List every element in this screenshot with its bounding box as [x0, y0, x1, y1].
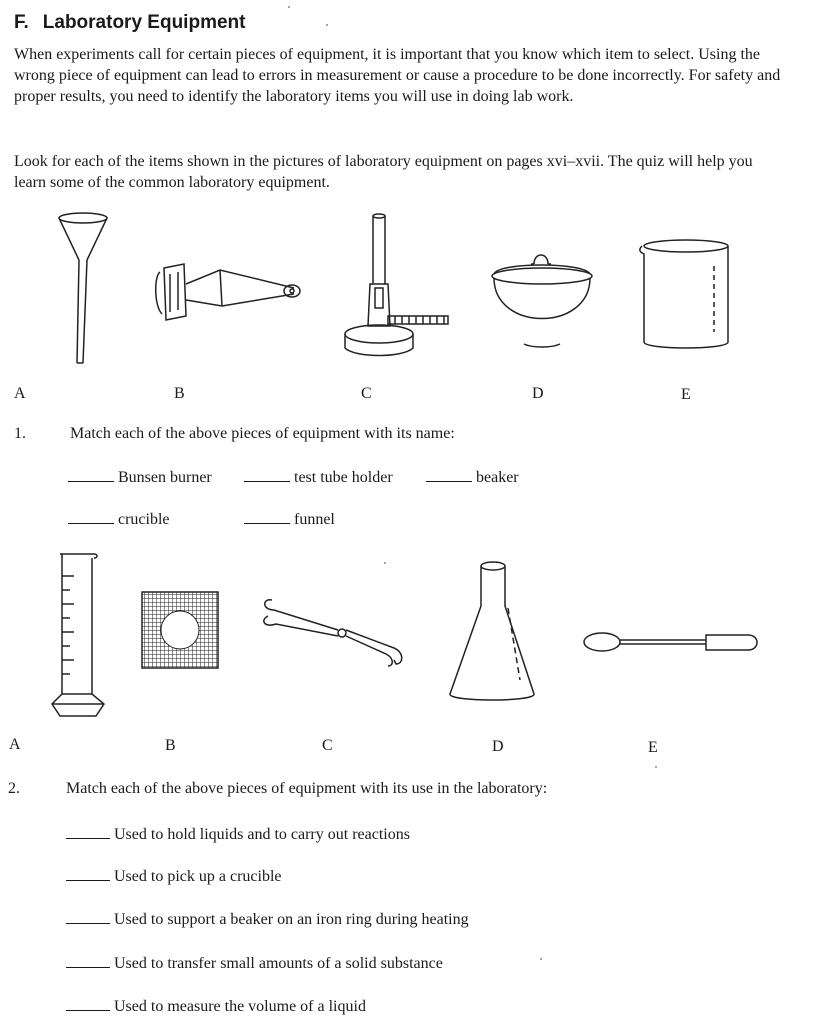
answer-blank[interactable] [68, 509, 114, 524]
question1-item [426, 467, 519, 487]
instruction-paragraph: Look for each of the items shown in the pictures of laboratory equipment on pages xvi–xvii. The quiz will help you learn some of the common laboratory equipment. [14, 153, 753, 191]
question2-item [66, 953, 443, 973]
wire-gauze-icon [140, 590, 222, 672]
question2-item [66, 824, 410, 844]
question1-number: 1. [14, 425, 26, 442]
question1-item [68, 509, 170, 529]
question2-item [66, 996, 366, 1016]
section-heading [14, 12, 245, 34]
item-label: Bunsen burner [118, 469, 212, 486]
figure2-letter-e: E [648, 739, 658, 756]
scan-speck [540, 958, 542, 960]
answer-blank[interactable] [68, 467, 114, 482]
item-label: test tube holder [294, 469, 393, 486]
graduated-cylinder-icon [48, 548, 108, 720]
figure1-letter-c: C [361, 385, 372, 402]
item-label: Used to hold liquids and to carry out reactions [114, 826, 410, 843]
figure1-letter-b: B [174, 385, 185, 402]
item-label: Used to transfer small amounts of a solid substance [114, 955, 443, 972]
question1-item [244, 509, 335, 529]
answer-blank[interactable] [244, 509, 290, 524]
item-label: beaker [476, 469, 519, 486]
question2-item [66, 909, 469, 929]
funnel-icon [50, 208, 120, 368]
item-label: Used to measure the volume of a liquid [114, 998, 366, 1015]
question2-number: 2. [8, 780, 20, 797]
item-label: Used to pick up a crucible [114, 868, 282, 885]
answer-blank[interactable] [426, 467, 472, 482]
figure2-letter-b: B [165, 737, 176, 754]
scan-speck [384, 562, 386, 564]
figure2-letter-a: A [9, 736, 21, 753]
scan-speck [288, 6, 290, 8]
scan-speck [326, 24, 328, 26]
question2-item [66, 866, 282, 886]
figure2-letter-c: C [322, 737, 333, 754]
erlenmeyer-flask-icon [444, 558, 542, 708]
item-label: funnel [294, 511, 335, 528]
item-label: crucible [118, 511, 170, 528]
item-label: Used to support a beaker on an iron ring during heating [114, 911, 469, 928]
crucible-icon [488, 244, 600, 356]
intro-paragraph: When experiments call for certain pieces of equipment, it is important that you know which item to select. Using the wrong piece of equipment can lead to errors in measurement or cause a procedure to be done incorrectly. For safety and proper results, you need to identify the laboratory items you will use in doing lab work. [14, 46, 781, 105]
answer-blank[interactable] [66, 909, 110, 924]
question1-item [68, 467, 212, 487]
spatula-icon [580, 628, 760, 658]
bunsen-burner-icon [340, 208, 452, 360]
test-tube-holder-icon [152, 256, 304, 330]
answer-blank[interactable] [66, 824, 110, 839]
answer-blank[interactable] [66, 953, 110, 968]
question1-item [244, 467, 393, 487]
answer-blank[interactable] [66, 996, 110, 1011]
section-label: F. [14, 12, 29, 33]
figure1-letter-a: A [14, 385, 26, 402]
scan-speck [655, 766, 657, 768]
figure1-letter-e: E [681, 386, 691, 403]
answer-blank[interactable] [244, 467, 290, 482]
figure2-letter-d: D [492, 738, 504, 755]
crucible-tongs-icon [258, 590, 408, 670]
question1-prompt: Match each of the above pieces of equipment with its name: [70, 425, 455, 442]
question2-prompt: Match each of the above pieces of equipment with its use in the laboratory: [66, 780, 548, 797]
answer-blank[interactable] [66, 866, 110, 881]
section-title: Laboratory Equipment [42, 12, 246, 33]
figure1-letter-d: D [532, 385, 544, 402]
beaker-icon [636, 236, 734, 354]
